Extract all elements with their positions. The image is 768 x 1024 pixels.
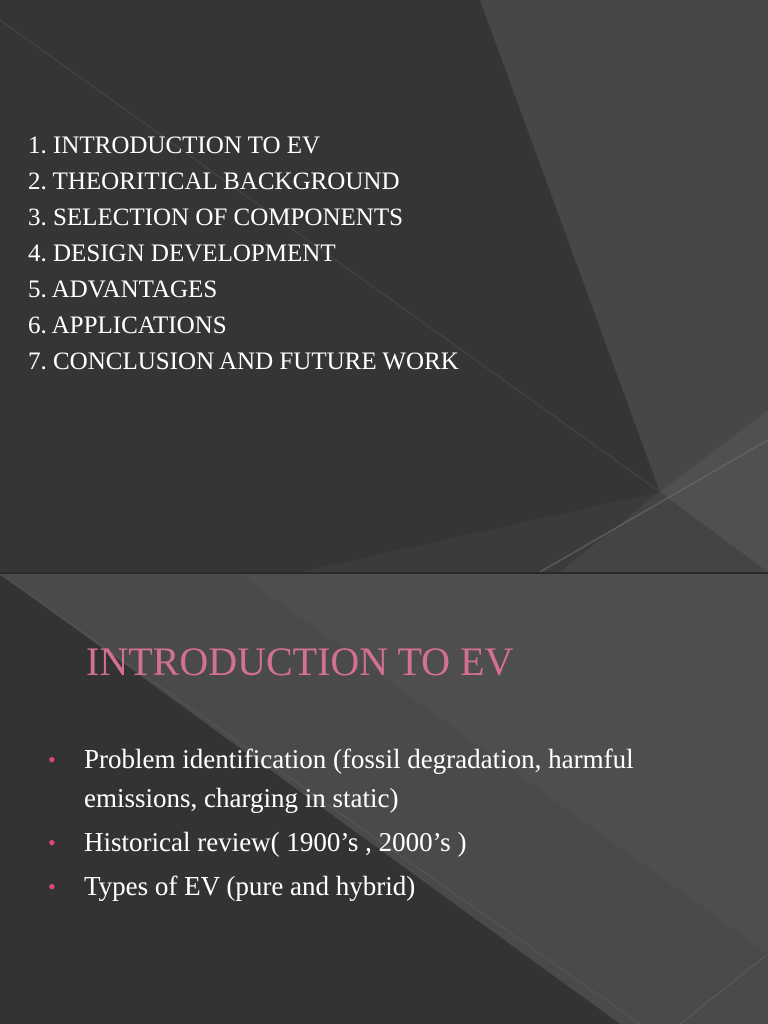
bullet-text: Historical review( 1900’s , 2000’s ) bbox=[84, 827, 467, 857]
agenda-item: 7. CONCLUSION AND FUTURE WORK bbox=[28, 348, 459, 375]
agenda-item: 6. APPLICATIONS bbox=[28, 312, 227, 339]
bullet-icon: • bbox=[48, 830, 56, 855]
agenda-list bbox=[28, 128, 459, 380]
bullet-item bbox=[48, 867, 688, 906]
bullet-text: Problem identification (fossil degradation, harmful emissions, charging in static) bbox=[84, 744, 634, 813]
bullet-icon: • bbox=[48, 874, 56, 899]
bullet-list bbox=[48, 740, 688, 911]
slide-title: INTRODUCTION TO EV bbox=[86, 639, 514, 684]
bullet-item bbox=[48, 823, 688, 862]
agenda-item: 1. INTRODUCTION TO EV bbox=[28, 132, 321, 159]
agenda-item: 2. THEORITICAL BACKGROUND bbox=[28, 168, 400, 195]
agenda-item: 3. SELECTION OF COMPONENTS bbox=[28, 204, 404, 231]
bullet-icon: • bbox=[48, 747, 56, 772]
bullet-text: Types of EV (pure and hybrid) bbox=[84, 871, 416, 901]
agenda-item: 4. DESIGN DEVELOPMENT bbox=[28, 240, 336, 267]
agenda-item: 5. ADVANTAGES bbox=[28, 276, 218, 303]
bullet-item bbox=[48, 740, 688, 818]
